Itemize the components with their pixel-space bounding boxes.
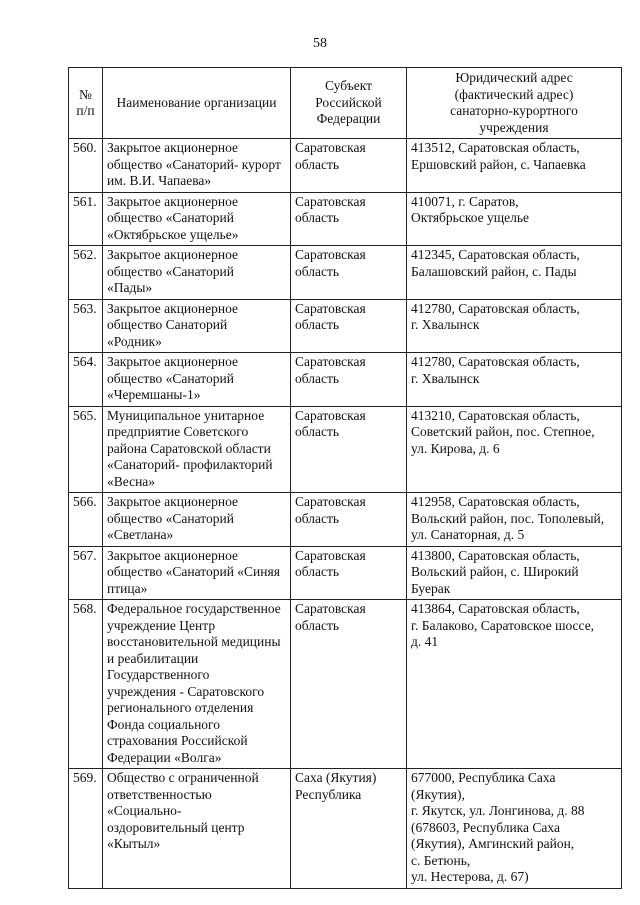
row-number: 568.: [69, 600, 103, 769]
row-number: 566.: [69, 493, 103, 547]
organization-name: Закрытое акционерное общество «Санаторий- курорт им. В.И. Чапаева»: [103, 139, 291, 193]
row-number: 569.: [69, 769, 103, 889]
table-row: [69, 769, 622, 889]
federal-subject: Саратовская область: [291, 246, 407, 300]
header-number: № п/п: [69, 68, 103, 139]
legal-address: 410071, г. Саратов, Октябрьское ущелье: [407, 192, 622, 246]
legal-address: 413864, Саратовская область, г. Балаково, Саратовское шоссе, д. 41: [407, 600, 622, 769]
row-number: 567.: [69, 546, 103, 600]
federal-subject: Саха (Якутия) Республика: [291, 769, 407, 889]
organization-name: Закрытое акционерное общество Санаторий «Родник»: [103, 299, 291, 353]
legal-address: 412345, Саратовская область, Балашовский район, с. Пады: [407, 246, 622, 300]
federal-subject: Саратовская область: [291, 546, 407, 600]
page-number: 58: [313, 36, 327, 51]
table-row: [69, 139, 622, 193]
legal-address: 677000, Республика Саха (Якутия), г. Якутск, ул. Лонгинова, д. 88 (678603, Республика Саха (Якутия), Амгинский район, с. Бетюнь, ул. Нестерова, д. 67): [407, 769, 622, 889]
federal-subject: Саратовская область: [291, 299, 407, 353]
row-number: 565.: [69, 406, 103, 493]
table-row: [69, 546, 622, 600]
header-organization-name: Наименование организации: [103, 68, 291, 139]
row-number: 561.: [69, 192, 103, 246]
organization-name: Закрытое акционерное общество «Санаторий «Синяя птица»: [103, 546, 291, 600]
table-row: [69, 600, 622, 769]
legal-address: 412780, Саратовская область, г. Хвалынск: [407, 299, 622, 353]
organization-name: Закрытое акционерное общество «Санаторий «Светлана»: [103, 493, 291, 547]
federal-subject: Саратовская область: [291, 353, 407, 407]
federal-subject: Саратовская область: [291, 192, 407, 246]
legal-address: 412958, Саратовская область, Вольский район, пос. Тополевый, ул. Санаторная, д. 5: [407, 493, 622, 547]
table-row: [69, 299, 622, 353]
row-number: 563.: [69, 299, 103, 353]
legal-address: 412780, Саратовская область, г. Хвалынск: [407, 353, 622, 407]
table-row: [69, 246, 622, 300]
organization-name: Закрытое акционерное общество «Санаторий «Черемшаны-1»: [103, 353, 291, 407]
organization-name: Закрытое акционерное общество «Санаторий «Пады»: [103, 246, 291, 300]
legal-address: 413210, Саратовская область, Советский район, пос. Степное, ул. Кирова, д. 6: [407, 406, 622, 493]
table-header-row: [69, 68, 622, 139]
table-row: [69, 493, 622, 547]
legal-address: 413800, Саратовская область, Вольский район, с. Широкий Буерак: [407, 546, 622, 600]
organization-name: Общество с ограниченной ответственностью «Социально- оздоровительный центр «Кытыл»: [103, 769, 291, 889]
organization-name: Муниципальное унитарное предприятие Советского района Саратовской области «Санаторий- профилакторий «Весна»: [103, 406, 291, 493]
row-number: 560.: [69, 139, 103, 193]
sanatorium-registry-table: [68, 67, 622, 889]
federal-subject: Саратовская область: [291, 493, 407, 547]
row-number: 564.: [69, 353, 103, 407]
table-row: [69, 353, 622, 407]
organization-name: Федеральное государственное учреждение Центр восстановительной медицины и реабилитации Государственного учреждения - Саратовского регионального отделения Фонда социального страхования Российской Федерации «Волга»: [103, 600, 291, 769]
organization-name: Закрытое акционерное общество «Санаторий «Октябрьское ущелье»: [103, 192, 291, 246]
federal-subject: Саратовская область: [291, 600, 407, 769]
header-federal-subject: Субъект Российской Федерации: [291, 68, 407, 139]
row-number: 562.: [69, 246, 103, 300]
legal-address: 413512, Саратовская область, Ершовский район, с. Чапаевка: [407, 139, 622, 193]
federal-subject: Саратовская область: [291, 139, 407, 193]
table-row: [69, 406, 622, 493]
header-legal-address: Юридический адрес (фактический адрес) санаторно-курортного учреждения: [407, 68, 622, 139]
table-row: [69, 192, 622, 246]
federal-subject: Саратовская область: [291, 406, 407, 493]
